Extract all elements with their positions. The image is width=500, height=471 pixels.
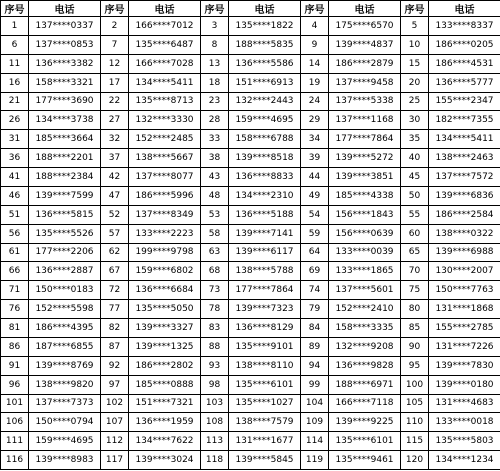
seq-cell: 91 bbox=[1, 356, 29, 375]
phone-cell: 188****5835 bbox=[229, 35, 301, 54]
seq-cell: 97 bbox=[101, 375, 129, 394]
seq-cell: 1 bbox=[1, 17, 29, 36]
seq-cell: 73 bbox=[201, 281, 229, 300]
seq-cell: 108 bbox=[201, 413, 229, 432]
seq-cell: 76 bbox=[1, 300, 29, 319]
seq-cell: 30 bbox=[401, 111, 429, 130]
phone-cell: 182****7355 bbox=[429, 111, 500, 130]
table-row bbox=[1, 73, 500, 92]
seq-cell: 70 bbox=[401, 262, 429, 281]
phone-cell: 139****7599 bbox=[29, 186, 101, 205]
seq-cell: 46 bbox=[1, 186, 29, 205]
seq-cell: 101 bbox=[1, 394, 29, 413]
phone-cell: 131****4683 bbox=[429, 394, 500, 413]
phone-cell: 139****5845 bbox=[229, 451, 301, 470]
seq-cell: 53 bbox=[201, 205, 229, 224]
seq-cell: 114 bbox=[301, 432, 329, 451]
table-row bbox=[1, 337, 500, 356]
table-row bbox=[1, 432, 500, 451]
phone-cell: 155****2785 bbox=[429, 319, 500, 338]
seq-cell: 80 bbox=[401, 300, 429, 319]
seq-cell: 25 bbox=[401, 92, 429, 111]
seq-cell: 37 bbox=[101, 149, 129, 168]
phone-cell: 134****2310 bbox=[229, 186, 301, 205]
phone-cell: 139****5272 bbox=[329, 149, 401, 168]
phone-cell: 138****2463 bbox=[429, 149, 500, 168]
phone-cell: 135****9461 bbox=[329, 451, 401, 470]
phone-cell: 155****2347 bbox=[429, 92, 500, 111]
seq-cell: 47 bbox=[101, 186, 129, 205]
seq-cell: 111 bbox=[1, 432, 29, 451]
seq-cell: 27 bbox=[101, 111, 129, 130]
phone-cell: 130****2007 bbox=[429, 262, 500, 281]
phone-cell: 139****6117 bbox=[229, 243, 301, 262]
seq-cell: 5 bbox=[401, 17, 429, 36]
seq-cell: 104 bbox=[301, 394, 329, 413]
seq-cell: 56 bbox=[1, 224, 29, 243]
seq-cell: 103 bbox=[201, 394, 229, 413]
seq-cell: 102 bbox=[101, 394, 129, 413]
phone-cell: 186****4531 bbox=[429, 54, 500, 73]
seq-cell: 74 bbox=[301, 281, 329, 300]
seq-cell: 116 bbox=[1, 451, 29, 470]
phone-header: 电话 bbox=[29, 1, 101, 17]
phone-cell: 139****8983 bbox=[29, 451, 101, 470]
phone-header: 电话 bbox=[129, 1, 201, 17]
seq-cell: 26 bbox=[1, 111, 29, 130]
table-row bbox=[1, 262, 500, 281]
table-row bbox=[1, 35, 500, 54]
phone-cell: 188****2201 bbox=[29, 149, 101, 168]
phone-cell: 139****7323 bbox=[229, 300, 301, 319]
phone-cell: 159****4695 bbox=[29, 432, 101, 451]
phone-header: 电话 bbox=[329, 1, 401, 17]
seq-cell: 51 bbox=[1, 205, 29, 224]
table-row bbox=[1, 243, 500, 262]
phone-cell: 133****0039 bbox=[329, 243, 401, 262]
phone-cell: 134****5411 bbox=[429, 130, 500, 149]
table-row bbox=[1, 205, 500, 224]
seq-cell: 78 bbox=[201, 300, 229, 319]
phone-cell: 137****8077 bbox=[129, 168, 201, 187]
seq-cell: 81 bbox=[1, 319, 29, 338]
phone-cell: 139****8769 bbox=[29, 356, 101, 375]
seq-cell: 42 bbox=[101, 168, 129, 187]
phone-cell: 177****3690 bbox=[29, 92, 101, 111]
seq-cell: 41 bbox=[1, 168, 29, 187]
phone-cell: 137****7373 bbox=[29, 394, 101, 413]
phone-cell: 133****2223 bbox=[129, 224, 201, 243]
phone-cell: 136****5815 bbox=[29, 205, 101, 224]
seq-cell: 23 bbox=[201, 92, 229, 111]
phone-cell: 187****6855 bbox=[29, 337, 101, 356]
phone-cell: 175****6570 bbox=[329, 17, 401, 36]
seq-cell: 38 bbox=[201, 149, 229, 168]
seq-cell: 87 bbox=[101, 337, 129, 356]
seq-cell: 106 bbox=[1, 413, 29, 432]
seq-cell: 32 bbox=[101, 130, 129, 149]
phone-cell: 139****7141 bbox=[229, 224, 301, 243]
phone-cell: 177****2206 bbox=[29, 243, 101, 262]
seq-header: 序号 bbox=[101, 1, 129, 17]
seq-cell: 110 bbox=[401, 413, 429, 432]
phone-cell: 139****6836 bbox=[429, 186, 500, 205]
table-row bbox=[1, 111, 500, 130]
phone-header: 电话 bbox=[229, 1, 301, 17]
seq-cell: 49 bbox=[301, 186, 329, 205]
phone-cell: 137****1168 bbox=[329, 111, 401, 130]
seq-cell: 55 bbox=[401, 205, 429, 224]
seq-header: 序号 bbox=[201, 1, 229, 17]
seq-cell: 2 bbox=[101, 17, 129, 36]
seq-cell: 75 bbox=[401, 281, 429, 300]
seq-cell: 83 bbox=[201, 319, 229, 338]
phone-cell: 133****8337 bbox=[429, 17, 500, 36]
phone-cell: 158****3321 bbox=[29, 73, 101, 92]
seq-cell: 28 bbox=[201, 111, 229, 130]
seq-cell: 77 bbox=[101, 300, 129, 319]
phone-cell: 137****0337 bbox=[29, 17, 101, 36]
seq-cell: 66 bbox=[1, 262, 29, 281]
phone-cell: 139****3851 bbox=[329, 168, 401, 187]
seq-cell: 16 bbox=[1, 73, 29, 92]
seq-cell: 93 bbox=[201, 356, 229, 375]
phone-cell: 138****8110 bbox=[229, 356, 301, 375]
seq-cell: 65 bbox=[401, 243, 429, 262]
seq-cell: 10 bbox=[401, 35, 429, 54]
seq-cell: 6 bbox=[1, 35, 29, 54]
phone-cell: 137****9458 bbox=[329, 73, 401, 92]
phone-cell: 159****6802 bbox=[129, 262, 201, 281]
phone-cell: 135****1027 bbox=[229, 394, 301, 413]
phone-cell: 136****9828 bbox=[329, 356, 401, 375]
seq-cell: 96 bbox=[1, 375, 29, 394]
seq-cell: 54 bbox=[301, 205, 329, 224]
seq-cell: 9 bbox=[301, 35, 329, 54]
seq-cell: 57 bbox=[101, 224, 129, 243]
seq-cell: 15 bbox=[401, 54, 429, 73]
table-row bbox=[1, 375, 500, 394]
phone-cell: 158****6788 bbox=[229, 130, 301, 149]
table-row bbox=[1, 17, 500, 36]
phone-cell: 137****8349 bbox=[129, 205, 201, 224]
phone-cell: 199****9798 bbox=[129, 243, 201, 262]
phone-cell: 137****5601 bbox=[329, 281, 401, 300]
seq-cell: 84 bbox=[301, 319, 329, 338]
phone-cell: 156****1843 bbox=[329, 205, 401, 224]
seq-cell: 43 bbox=[201, 168, 229, 187]
phone-cell: 135****1822 bbox=[229, 17, 301, 36]
seq-cell: 94 bbox=[301, 356, 329, 375]
seq-header: 序号 bbox=[301, 1, 329, 17]
seq-cell: 33 bbox=[201, 130, 229, 149]
table-body bbox=[1, 17, 500, 470]
phone-cell: 136****2887 bbox=[29, 262, 101, 281]
seq-cell: 109 bbox=[301, 413, 329, 432]
phone-cell: 186****4395 bbox=[29, 319, 101, 338]
seq-cell: 119 bbox=[301, 451, 329, 470]
seq-cell: 79 bbox=[301, 300, 329, 319]
seq-cell: 85 bbox=[401, 319, 429, 338]
phone-cell: 136****8833 bbox=[229, 168, 301, 187]
seq-cell: 71 bbox=[1, 281, 29, 300]
table-row bbox=[1, 451, 500, 470]
phone-cell: 136****5586 bbox=[229, 54, 301, 73]
phone-cell: 136****8129 bbox=[229, 319, 301, 338]
phone-cell: 186****5996 bbox=[129, 186, 201, 205]
phone-cell: 137****5338 bbox=[329, 92, 401, 111]
table-row bbox=[1, 92, 500, 111]
phone-cell: 150****0794 bbox=[29, 413, 101, 432]
seq-cell: 36 bbox=[1, 149, 29, 168]
seq-cell: 107 bbox=[101, 413, 129, 432]
phone-cell: 132****3330 bbox=[129, 111, 201, 130]
phone-cell: 151****7321 bbox=[129, 394, 201, 413]
seq-cell: 52 bbox=[101, 205, 129, 224]
phone-cell: 186****2584 bbox=[429, 205, 500, 224]
phone-cell: 138****5667 bbox=[129, 149, 201, 168]
phone-cell: 134****7622 bbox=[129, 432, 201, 451]
seq-cell: 29 bbox=[301, 111, 329, 130]
phone-cell: 139****6988 bbox=[429, 243, 500, 262]
seq-cell: 18 bbox=[201, 73, 229, 92]
phone-cell: 132****9208 bbox=[329, 337, 401, 356]
seq-cell: 117 bbox=[101, 451, 129, 470]
phone-cell: 136****6684 bbox=[129, 281, 201, 300]
phone-cell: 139****9225 bbox=[329, 413, 401, 432]
phone-header: 电话 bbox=[429, 1, 500, 17]
phone-cell: 136****1959 bbox=[129, 413, 201, 432]
seq-cell: 13 bbox=[201, 54, 229, 73]
phone-cell: 139****8518 bbox=[229, 149, 301, 168]
phone-cell: 152****2410 bbox=[329, 300, 401, 319]
phone-cell: 135****9101 bbox=[229, 337, 301, 356]
phone-cell: 177****7864 bbox=[329, 130, 401, 149]
seq-cell: 20 bbox=[401, 73, 429, 92]
phone-cell: 132****2443 bbox=[229, 92, 301, 111]
phone-cell: 134****1234 bbox=[429, 451, 500, 470]
phone-cell: 136****5777 bbox=[429, 73, 500, 92]
seq-cell: 92 bbox=[101, 356, 129, 375]
seq-cell: 19 bbox=[301, 73, 329, 92]
phone-cell: 139****7830 bbox=[429, 356, 500, 375]
phone-cell: 139****4837 bbox=[329, 35, 401, 54]
table-row bbox=[1, 149, 500, 168]
seq-cell: 69 bbox=[301, 262, 329, 281]
seq-cell: 67 bbox=[101, 262, 129, 281]
table-row bbox=[1, 319, 500, 338]
seq-cell: 95 bbox=[401, 356, 429, 375]
phone-cell: 138****5788 bbox=[229, 262, 301, 281]
table-row bbox=[1, 130, 500, 149]
seq-cell: 40 bbox=[401, 149, 429, 168]
phone-cell: 150****0183 bbox=[29, 281, 101, 300]
phone-cell: 134****5411 bbox=[129, 73, 201, 92]
phone-cell: 135****6101 bbox=[229, 375, 301, 394]
seq-cell: 64 bbox=[301, 243, 329, 262]
phone-cell: 137****0853 bbox=[29, 35, 101, 54]
phone-cell: 133****0018 bbox=[429, 413, 500, 432]
seq-cell: 118 bbox=[201, 451, 229, 470]
phone-cell: 152****5598 bbox=[29, 300, 101, 319]
phone-cell: 139****1325 bbox=[129, 337, 201, 356]
phone-cell: 188****6971 bbox=[329, 375, 401, 394]
seq-cell: 58 bbox=[201, 224, 229, 243]
phone-cell: 150****7763 bbox=[429, 281, 500, 300]
phone-cell: 135****6101 bbox=[329, 432, 401, 451]
seq-cell: 11 bbox=[1, 54, 29, 73]
phone-cell: 158****3335 bbox=[329, 319, 401, 338]
table-row bbox=[1, 413, 500, 432]
seq-cell: 34 bbox=[301, 130, 329, 149]
phone-cell: 138****9820 bbox=[29, 375, 101, 394]
phone-cell: 185****3664 bbox=[29, 130, 101, 149]
seq-cell: 61 bbox=[1, 243, 29, 262]
table-header-row bbox=[1, 1, 500, 17]
seq-cell: 82 bbox=[101, 319, 129, 338]
phone-cell: 186****0205 bbox=[429, 35, 500, 54]
phone-cell: 135****5050 bbox=[129, 300, 201, 319]
seq-cell: 112 bbox=[101, 432, 129, 451]
seq-cell: 113 bbox=[201, 432, 229, 451]
seq-cell: 39 bbox=[301, 149, 329, 168]
seq-cell: 115 bbox=[401, 432, 429, 451]
seq-cell: 35 bbox=[401, 130, 429, 149]
phone-cell: 139****3327 bbox=[129, 319, 201, 338]
seq-header: 序号 bbox=[401, 1, 429, 17]
phone-cell: 177****7864 bbox=[229, 281, 301, 300]
phone-cell: 131****1677 bbox=[229, 432, 301, 451]
phone-cell: 134****3738 bbox=[29, 111, 101, 130]
phone-cell: 138****7579 bbox=[229, 413, 301, 432]
seq-cell: 50 bbox=[401, 186, 429, 205]
phone-cell: 188****2384 bbox=[29, 168, 101, 187]
phone-cell: 166****7012 bbox=[129, 17, 201, 36]
phone-cell: 131****7226 bbox=[429, 337, 500, 356]
phone-cell: 133****1865 bbox=[329, 262, 401, 281]
phone-cell: 156****0639 bbox=[329, 224, 401, 243]
table-row bbox=[1, 224, 500, 243]
seq-cell: 3 bbox=[201, 17, 229, 36]
phone-cell: 137****7572 bbox=[429, 168, 500, 187]
seq-cell: 86 bbox=[1, 337, 29, 356]
phone-cell: 135****5526 bbox=[29, 224, 101, 243]
seq-cell: 68 bbox=[201, 262, 229, 281]
phone-cell: 136****5188 bbox=[229, 205, 301, 224]
phone-cell: 139****3024 bbox=[129, 451, 201, 470]
seq-cell: 24 bbox=[301, 92, 329, 111]
phone-cell: 138****0322 bbox=[429, 224, 500, 243]
phone-cell: 135****8713 bbox=[129, 92, 201, 111]
seq-cell: 44 bbox=[301, 168, 329, 187]
phone-cell: 166****7028 bbox=[129, 54, 201, 73]
seq-cell: 89 bbox=[301, 337, 329, 356]
phone-cell: 136****3382 bbox=[29, 54, 101, 73]
seq-header: 序号 bbox=[1, 1, 29, 17]
table-row bbox=[1, 281, 500, 300]
table-row bbox=[1, 54, 500, 73]
phone-cell: 152****2485 bbox=[129, 130, 201, 149]
seq-cell: 31 bbox=[1, 130, 29, 149]
phone-cell: 135****5803 bbox=[429, 432, 500, 451]
seq-cell: 105 bbox=[401, 394, 429, 413]
phone-cell: 186****2802 bbox=[129, 356, 201, 375]
phone-cell: 185****0888 bbox=[129, 375, 201, 394]
seq-cell: 98 bbox=[201, 375, 229, 394]
table-row bbox=[1, 394, 500, 413]
phone-cell: 151****6913 bbox=[229, 73, 301, 92]
seq-cell: 59 bbox=[301, 224, 329, 243]
phone-cell: 139****0180 bbox=[429, 375, 500, 394]
seq-cell: 14 bbox=[301, 54, 329, 73]
seq-cell: 21 bbox=[1, 92, 29, 111]
phone-cell: 186****2879 bbox=[329, 54, 401, 73]
seq-cell: 12 bbox=[101, 54, 129, 73]
seq-cell: 72 bbox=[101, 281, 129, 300]
seq-cell: 60 bbox=[401, 224, 429, 243]
phone-cell: 131****1868 bbox=[429, 300, 500, 319]
phone-cell: 166****7118 bbox=[329, 394, 401, 413]
seq-cell: 45 bbox=[401, 168, 429, 187]
table-row bbox=[1, 186, 500, 205]
table-row bbox=[1, 168, 500, 187]
seq-cell: 120 bbox=[401, 451, 429, 470]
phone-cell: 135****6487 bbox=[129, 35, 201, 54]
seq-cell: 90 bbox=[401, 337, 429, 356]
seq-cell: 17 bbox=[101, 73, 129, 92]
seq-cell: 63 bbox=[201, 243, 229, 262]
seq-cell: 8 bbox=[201, 35, 229, 54]
seq-cell: 100 bbox=[401, 375, 429, 394]
seq-cell: 48 bbox=[201, 186, 229, 205]
seq-cell: 4 bbox=[301, 17, 329, 36]
table-row bbox=[1, 300, 500, 319]
table-row bbox=[1, 356, 500, 375]
phone-cell: 159****4695 bbox=[229, 111, 301, 130]
seq-cell: 62 bbox=[101, 243, 129, 262]
seq-cell: 99 bbox=[301, 375, 329, 394]
seq-cell: 7 bbox=[101, 35, 129, 54]
seq-cell: 22 bbox=[101, 92, 129, 111]
seq-cell: 88 bbox=[201, 337, 229, 356]
phone-cell: 185****4338 bbox=[329, 186, 401, 205]
